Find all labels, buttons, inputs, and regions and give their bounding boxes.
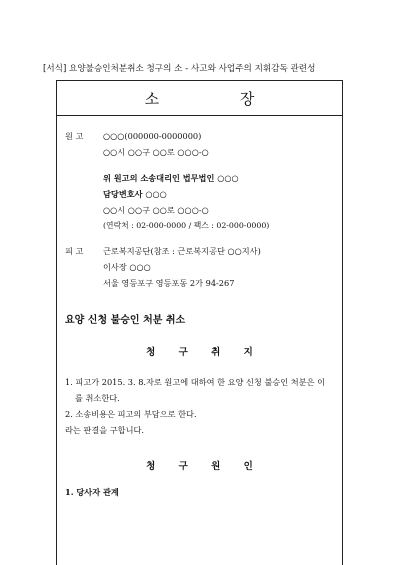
- case-subject: 요양 신청 불승인 처분 취소: [65, 315, 186, 326]
- claim-purpose-item2: 2. 소송비용은 피고의 부담으로 한다.: [65, 409, 197, 419]
- plaintiff-contact: (연락처 : 02-000-0000 / 팩스 : 02-000-0000): [103, 221, 270, 230]
- claim-purpose-item1-line1: 1. 피고가 2015. 3. 8.자로 원고에 대하여 한 요양 신청 불승인 처분은 이: [65, 377, 326, 387]
- document-title: 소 장: [144, 90, 293, 108]
- claim-purpose-heading: 청 구 취 지: [146, 347, 263, 358]
- defendant-representative: 이사장 ○○○: [103, 262, 151, 272]
- defendant-address: 서울 영등포구 영등포동 2가 94-267: [103, 278, 235, 288]
- defendant-name: 근로복지공단(참조 : 근로복지공단 ○○지사): [103, 246, 261, 256]
- plaintiff-agent-address: ○○시 ○○구 ○○로 ○○○-○: [103, 205, 209, 215]
- plaintiff-agent-heading: 위 원고의 소송대리인 법무법인 ○○○: [103, 173, 239, 183]
- claim-reason-heading: 청 구 원 인: [146, 461, 263, 472]
- form-caption: [서식] 요양불승인처분취소 청구의 소 - 사고와 사업주의 지휘감독 관련성: [43, 64, 316, 74]
- plaintiff-name: ○○○(000000-0000000): [103, 131, 202, 141]
- title-row: [57, 81, 342, 116]
- claim-purpose-closing: 라는 판결을 구합니다.: [65, 425, 144, 435]
- claim-reason-item1: 1. 당사자 관계: [65, 487, 119, 497]
- plaintiff-label: 원 고: [65, 131, 84, 141]
- plaintiff-address: ○○시 ○○구 ○○로 ○○○-○: [103, 147, 209, 157]
- claim-purpose-item1-line2: 를 취소한다.: [75, 393, 120, 403]
- defendant-label: 피 고: [65, 246, 84, 256]
- plaintiff-lawyer: 담당변호사 ○○○: [103, 189, 167, 199]
- document-frame: [56, 80, 343, 565]
